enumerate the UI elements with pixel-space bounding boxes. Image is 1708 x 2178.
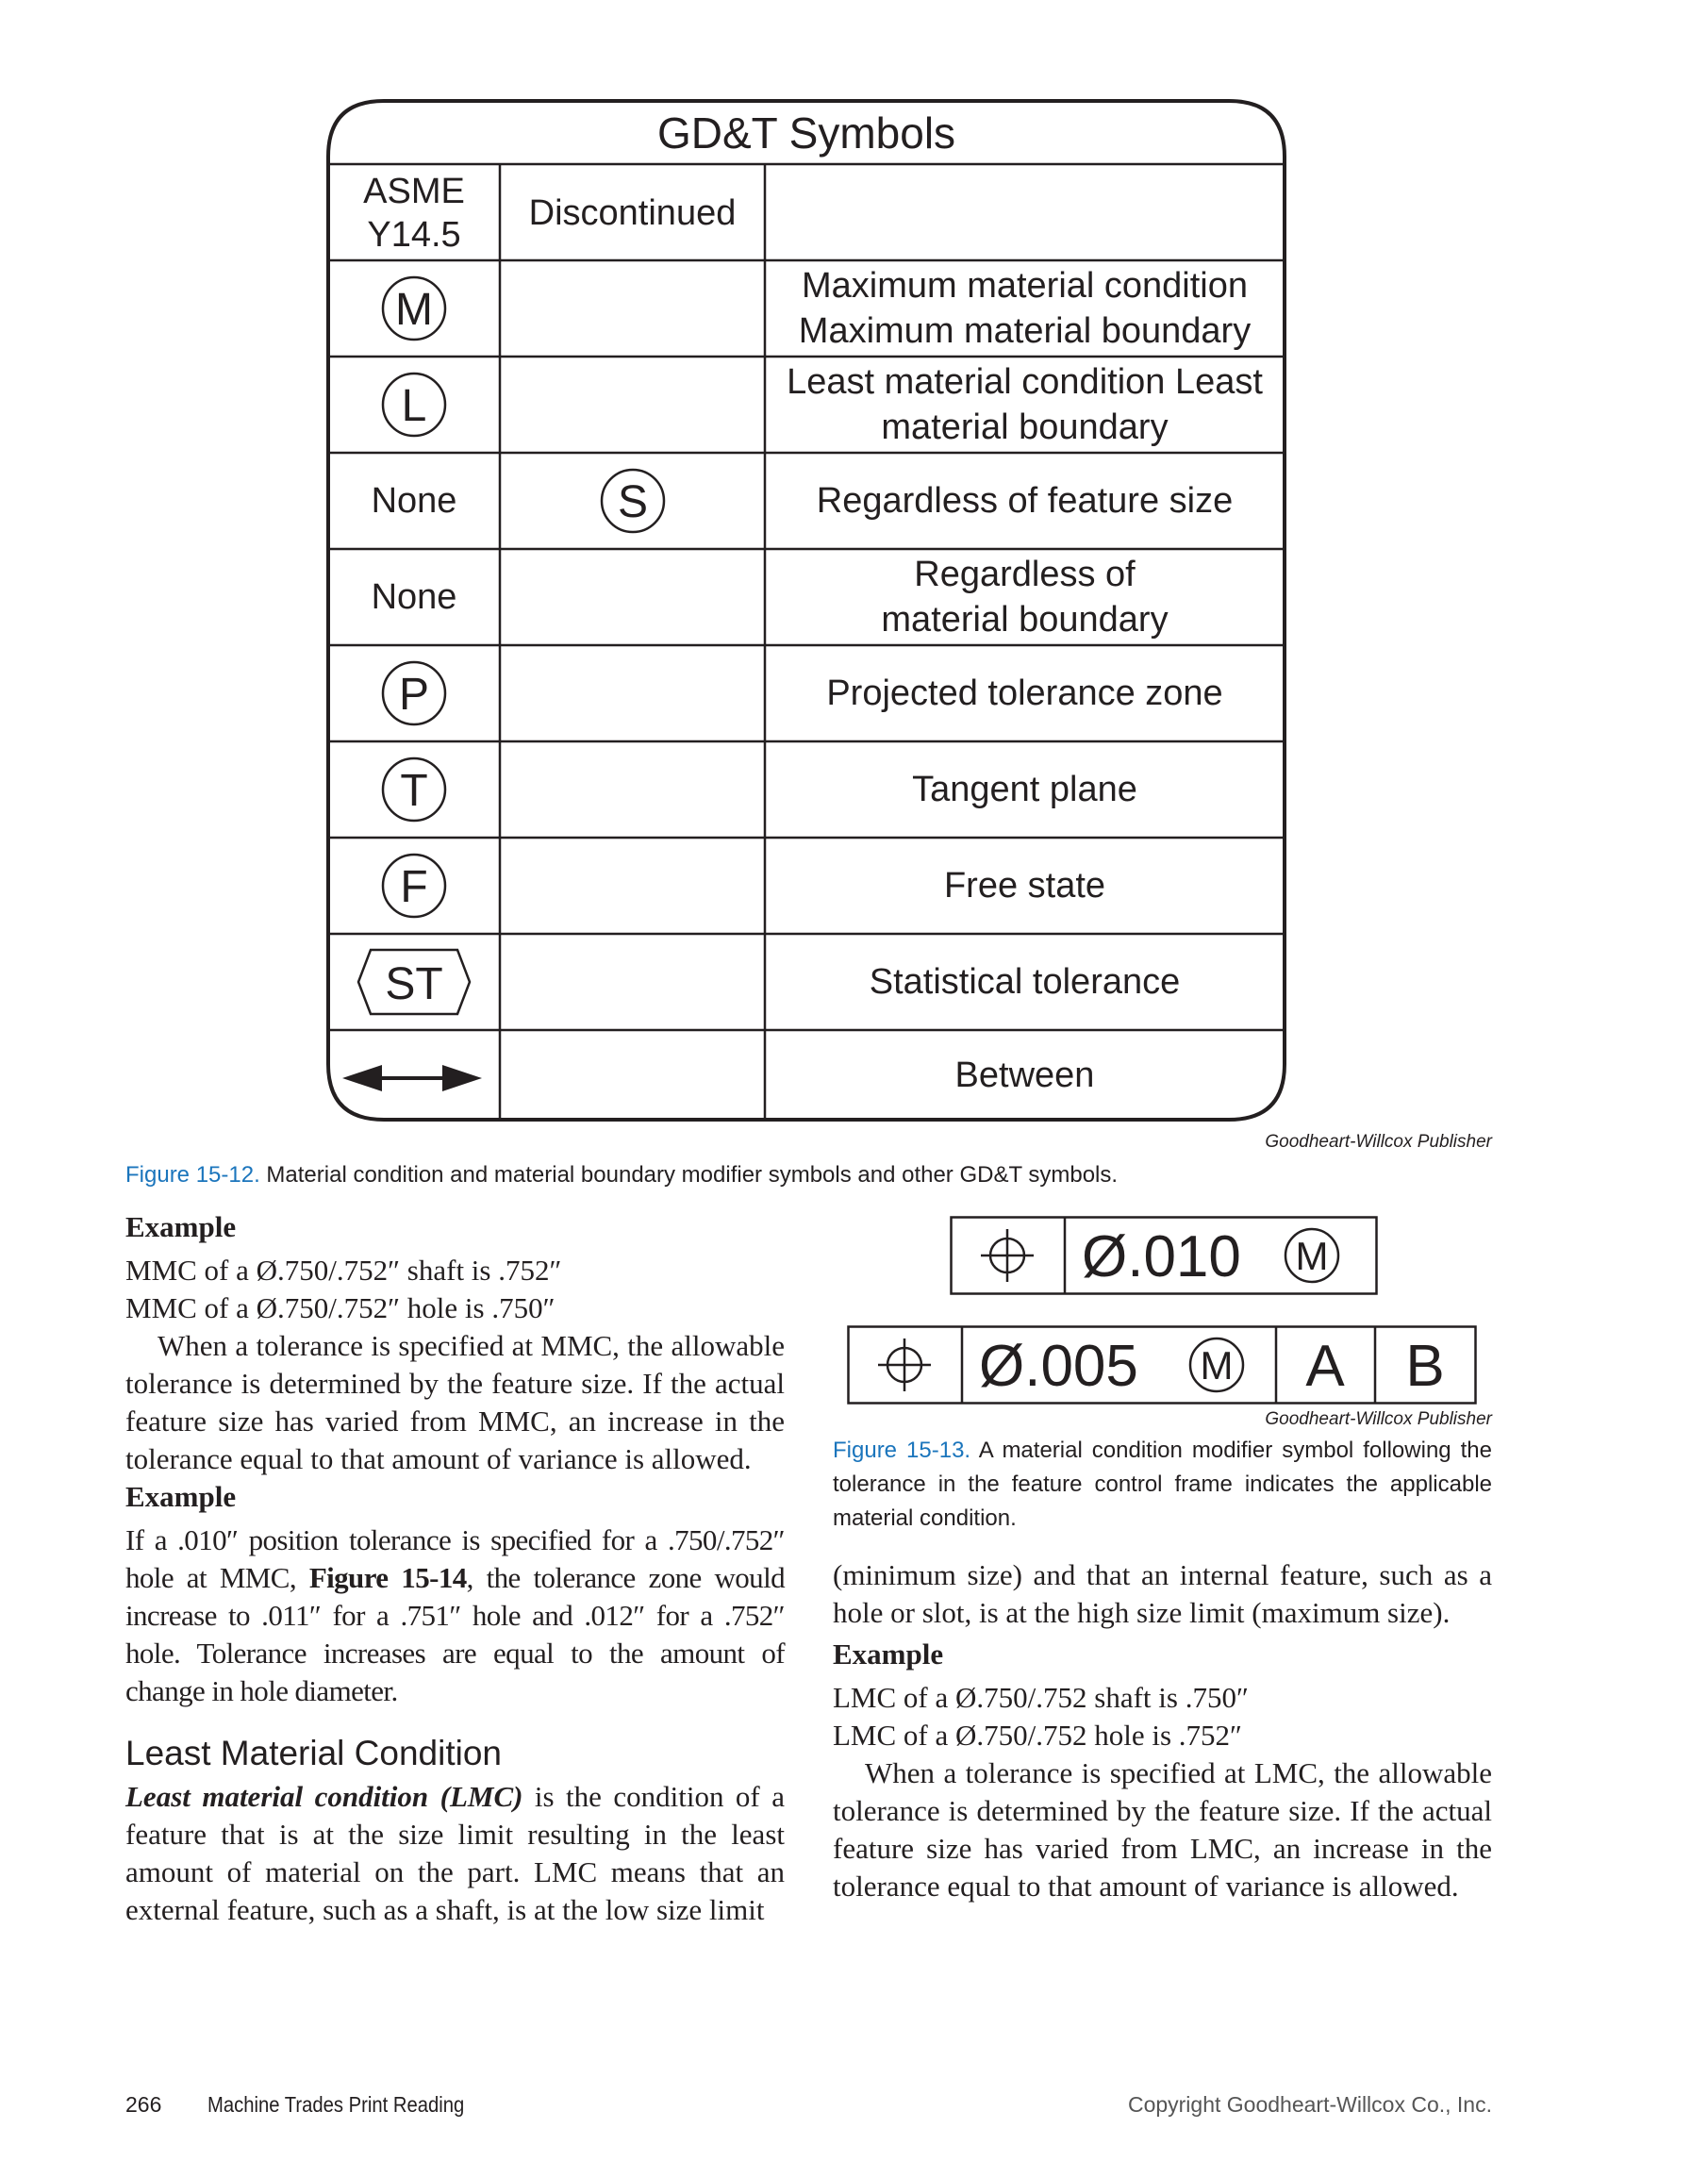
example-label-3: Example xyxy=(833,1638,944,1671)
book-title: Machine Trades Print Reading xyxy=(207,2092,465,2117)
figure-12-caption xyxy=(125,1158,1351,1192)
example-label-2: Example xyxy=(125,1480,237,1513)
circled-t-icon xyxy=(380,756,448,823)
description-tangent: Tangent plane xyxy=(912,770,1137,809)
gdt-symbols-table xyxy=(325,98,1287,1122)
figure-13-credit: Goodheart-Willcox Publisher xyxy=(1265,1409,1492,1429)
description-projected: Projected tolerance zone xyxy=(826,673,1223,713)
symbol-letter-m: M xyxy=(395,285,433,335)
frame-2-tolerance: Ø.005 xyxy=(979,1334,1138,1399)
circled-l-icon xyxy=(380,371,448,439)
symbol-letter-f: F xyxy=(400,862,428,912)
hexagon-st-icon xyxy=(356,947,473,1017)
figure-12-credit: Goodheart-Willcox Publisher xyxy=(1265,1132,1492,1152)
example-3-line-2: LMC of a Ø.750/.752 hole is .752″ xyxy=(833,1719,1242,1752)
figure-15-14-reference: Figure 15-14 xyxy=(308,1561,467,1594)
symbol-letter-p: P xyxy=(398,670,430,720)
example-1-line-2: MMC of a Ø.750/.752″ hole is .750″ xyxy=(125,1291,556,1324)
position-icon xyxy=(981,1229,1034,1282)
header-discontinued: Discontinued xyxy=(528,193,737,233)
asme-none-rfs: None xyxy=(371,481,457,521)
description-lmc: Least material condition Least material boundary xyxy=(787,362,1263,447)
table-title: GD&T Symbols xyxy=(656,108,956,158)
example-2-text-b: , the tolerance zone would increase to .011″ for a .751″ hole and .012″ for a .752″ hole. Tolerance increases are equal to the amount of change in hole diameter. xyxy=(125,1561,785,1707)
header-description xyxy=(765,166,1285,260)
lmc-paragraph: When a tolerance is specified at LMC, the allowable tolerance is determined by the feature size. If the actual feature size has varied from LMC, an increase in the tolerance equal to that amount of variance is allowed. xyxy=(833,1756,1492,1903)
description-mmc: Maximum material condition Maximum material boundary xyxy=(798,266,1252,351)
frame-1-tolerance: Ø.010 xyxy=(1082,1224,1241,1289)
left-column xyxy=(125,1208,785,1929)
example-label-1: Example xyxy=(125,1210,237,1243)
circled-f-icon xyxy=(380,852,448,920)
circled-m-icon xyxy=(1190,1338,1243,1391)
right-column xyxy=(833,1556,1492,1905)
symbol-letter-s: S xyxy=(617,477,649,527)
feature-control-frame-1 xyxy=(950,1216,1378,1295)
description-rmb: Regardless of material boundary xyxy=(881,555,1169,640)
header-asme: ASME Y14.5 xyxy=(363,172,465,255)
circled-p-icon xyxy=(380,659,448,727)
example-2-text-a: If a .010″ position tolerance is specified for a .750/.752″ hole at MMC, xyxy=(125,1523,785,1594)
figure-13-text: A material condition modifier symbol following the tolerance in the feature control frame indicates the applicable material condition. xyxy=(833,1438,1492,1531)
frame-2-datum-b: B xyxy=(1405,1334,1445,1399)
example-3-line-1: LMC of a Ø.750/.752 shaft is .750″ xyxy=(833,1681,1249,1714)
copyright-notice: Copyright Goodheart-Willcox Co., Inc. xyxy=(1127,2092,1492,2117)
circled-m-icon xyxy=(380,274,448,342)
frame-2-datum-a: A xyxy=(1305,1334,1345,1399)
circled-m-icon xyxy=(1285,1229,1338,1282)
lmc-term: Least material condition (LMC) xyxy=(125,1780,523,1813)
frame-2-modifier: M xyxy=(1200,1343,1234,1388)
example-2-paragraph xyxy=(125,1521,785,1710)
symbol-letter-t: T xyxy=(400,766,428,816)
position-icon xyxy=(878,1338,931,1391)
feature-control-frame-2 xyxy=(847,1325,1477,1405)
description-between: Between xyxy=(954,1055,1095,1095)
lmc-continuation: (minimum size) and that an internal feature, such as a hole or slot, is at the high size limit (maximum size). xyxy=(833,1558,1492,1629)
section-heading-lmc: Least Material Condition xyxy=(125,1734,502,1772)
lmc-definition-paragraph xyxy=(125,1778,785,1929)
figure-13-number: Figure 15-13. xyxy=(833,1438,971,1463)
page-number: 266 xyxy=(125,2092,162,2117)
description-rfs: Regardless of feature size xyxy=(816,481,1234,521)
symbol-letters-st: ST xyxy=(385,959,443,1009)
figure-12-text: Material condition and material boundary modifier symbols and other GD&T symbols. xyxy=(259,1162,1119,1188)
figure-12-number: Figure 15-12. xyxy=(125,1162,260,1188)
double-arrow-icon xyxy=(340,1061,484,1095)
lmc-definition-text: is the condition of a feature that is at the size limit resulting in the least amount of material on the part. LMC means that an external feature, such as a shaft, is at the low size limit xyxy=(125,1780,785,1926)
circled-s-icon xyxy=(599,467,667,535)
asme-none-rmb: None xyxy=(371,577,457,617)
mmc-paragraph: When a tolerance is specified at MMC, the allowable tolerance is determined by the feature size. If the actual feature size has varied from MMC, an increase in the tolerance equal to that amount of variance is allowed. xyxy=(125,1329,785,1475)
description-statistical: Statistical tolerance xyxy=(869,962,1181,1002)
example-1-line-1: MMC of a Ø.750/.752″ shaft is .752″ xyxy=(125,1254,562,1287)
symbol-letter-l: L xyxy=(401,381,427,431)
figure-13-caption xyxy=(833,1434,1492,1536)
frame-1-modifier: M xyxy=(1295,1234,1329,1278)
description-free-state: Free state xyxy=(943,866,1106,906)
